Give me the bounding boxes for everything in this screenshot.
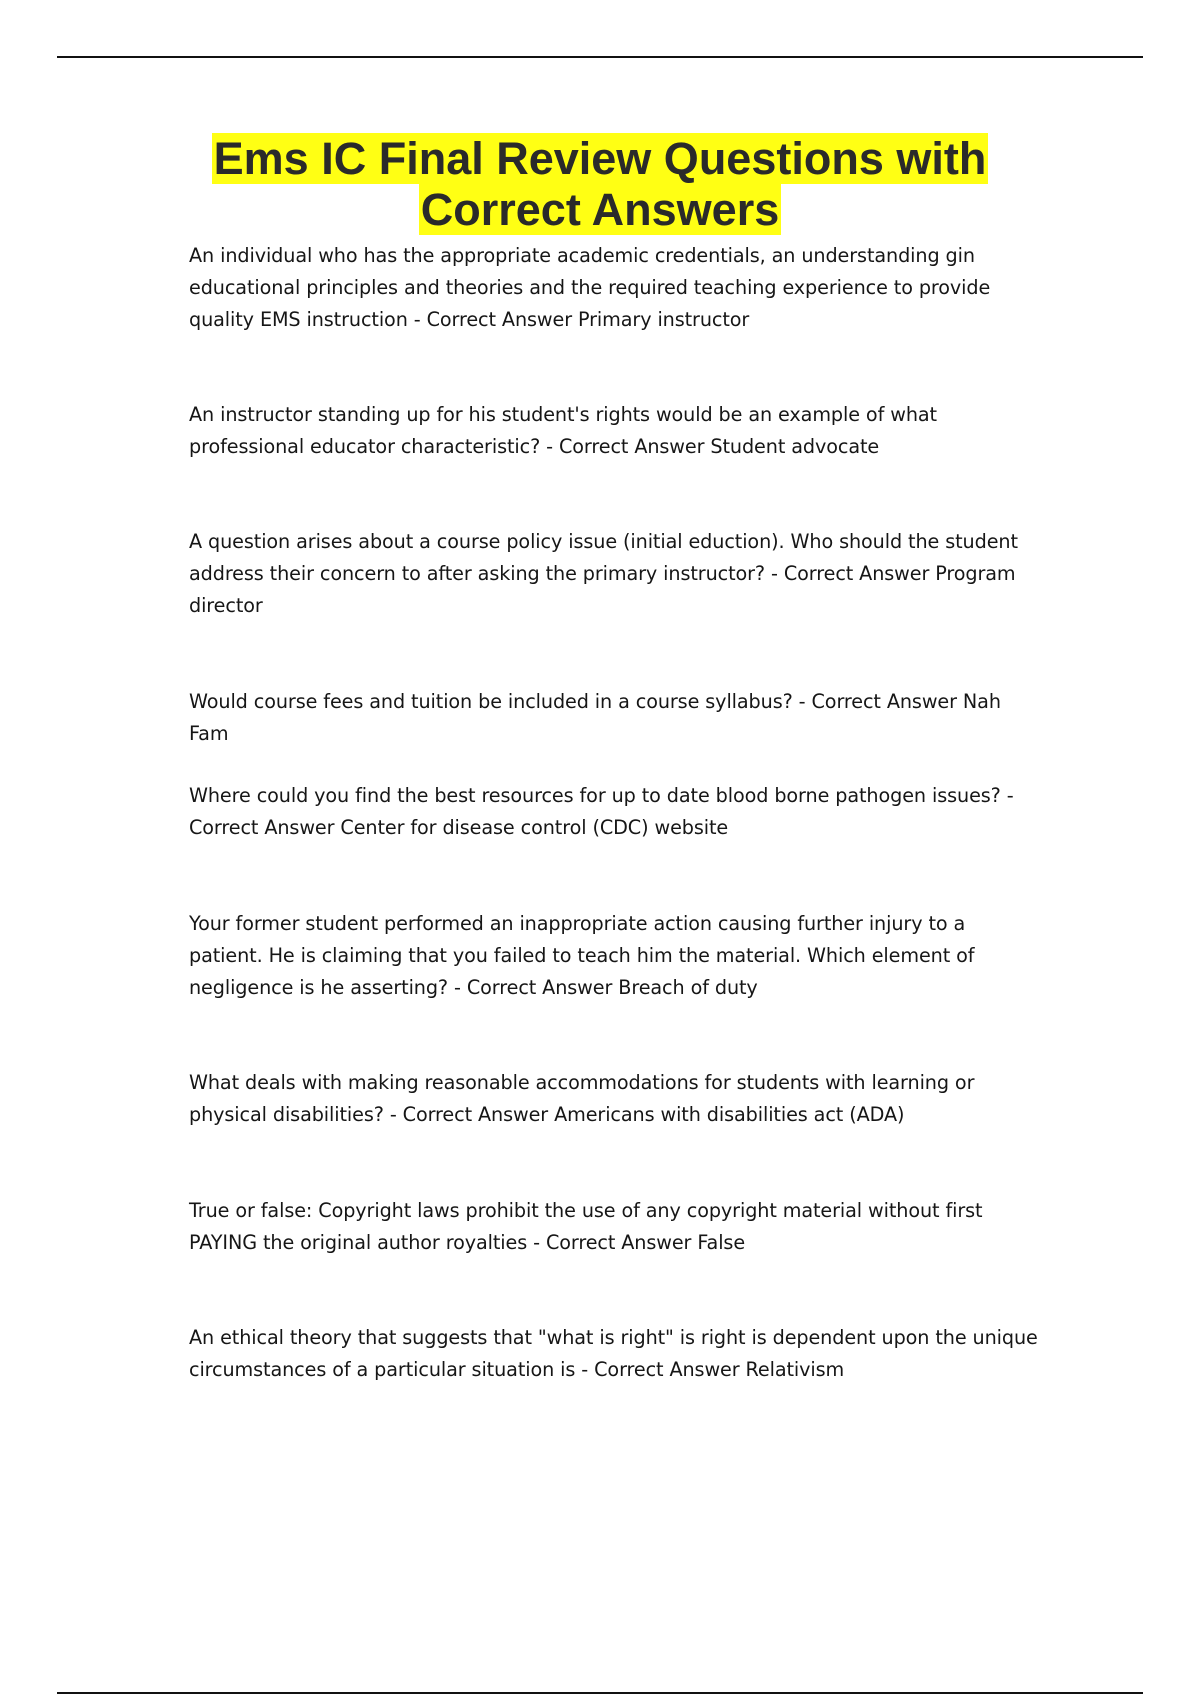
qa-item-9 bbox=[189, 1322, 1039, 1386]
answer-text: Student advocate bbox=[710, 435, 880, 458]
qa-item-5 bbox=[189, 780, 1039, 844]
qa-item-7 bbox=[189, 1067, 1039, 1131]
answer-separator: - Correct Answer bbox=[540, 435, 711, 458]
answer-separator: - Correct Answer bbox=[527, 1231, 698, 1254]
answer-separator: - Correct Answer bbox=[575, 1358, 746, 1381]
qa-item-1 bbox=[189, 240, 1039, 336]
document-title bbox=[150, 133, 1050, 235]
question-text: A question arises about a course policy issue (initial eduction). Who should the student address their concern to after asking the primary instructor? bbox=[189, 530, 1018, 585]
answer-text: Primary instructor bbox=[578, 308, 750, 331]
answer-text: Relativism bbox=[745, 1358, 845, 1381]
answer-separator: - Correct Answer bbox=[765, 562, 936, 585]
question-text: An instructor standing up for his student's rights would be an example of what professional educator characteristic? bbox=[189, 403, 937, 458]
question-text: Would course fees and tuition be included in a course syllabus? bbox=[189, 690, 793, 713]
bottom-rule bbox=[57, 1692, 1143, 1694]
answer-text: Breach of duty bbox=[618, 976, 758, 999]
answer-separator: - Correct Answer bbox=[448, 976, 619, 999]
qa-item-4 bbox=[189, 686, 1039, 750]
answer-text: Center for disease control (CDC) website bbox=[340, 816, 729, 839]
title-line-2: Correct Answers bbox=[420, 184, 780, 235]
question-text: What deals with making reasonable accommodations for students with learning or physical disabilities? bbox=[189, 1071, 975, 1126]
answer-text: False bbox=[697, 1231, 746, 1254]
question-text: Where could you find the best resources for up to date blood borne pathogen issues? bbox=[189, 784, 1001, 807]
answer-text: Nah Fam bbox=[189, 690, 1001, 745]
title-line-1: Ems IC Final Review Questions with bbox=[213, 133, 987, 184]
question-text: An ethical theory that suggests that "what is right" is right is dependent upon the unique circumstances of a particular situation is bbox=[189, 1326, 1038, 1381]
answer-text: Program director bbox=[189, 562, 1016, 617]
qa-item-8 bbox=[189, 1195, 1039, 1259]
question-text: An individual who has the appropriate academic credentials, an understanding gin educational principles and theories and the required teaching experience to provide quality EMS instruction bbox=[189, 244, 991, 331]
qa-item-3 bbox=[189, 526, 1039, 622]
answer-separator: - Correct Answer bbox=[383, 1103, 555, 1126]
answer-separator: - Correct Answer bbox=[407, 308, 578, 331]
answer-separator: - Correct Answer bbox=[189, 784, 1014, 839]
top-rule bbox=[57, 56, 1143, 58]
answer-separator: - Correct Answer bbox=[792, 690, 963, 713]
qa-item-6 bbox=[189, 908, 1039, 1004]
answer-text: Americans with disabilities act (ADA) bbox=[554, 1103, 905, 1126]
qa-item-2 bbox=[189, 399, 1039, 463]
question-text: Your former student performed an inappropriate action causing further injury to a patient. He is claiming that you failed to teach him the material. Which element of negligence is he asserting? bbox=[189, 912, 975, 999]
question-text: True or false: Copyright laws prohibit the use of any copyright material without first PAYING the original author royalties bbox=[189, 1199, 983, 1254]
